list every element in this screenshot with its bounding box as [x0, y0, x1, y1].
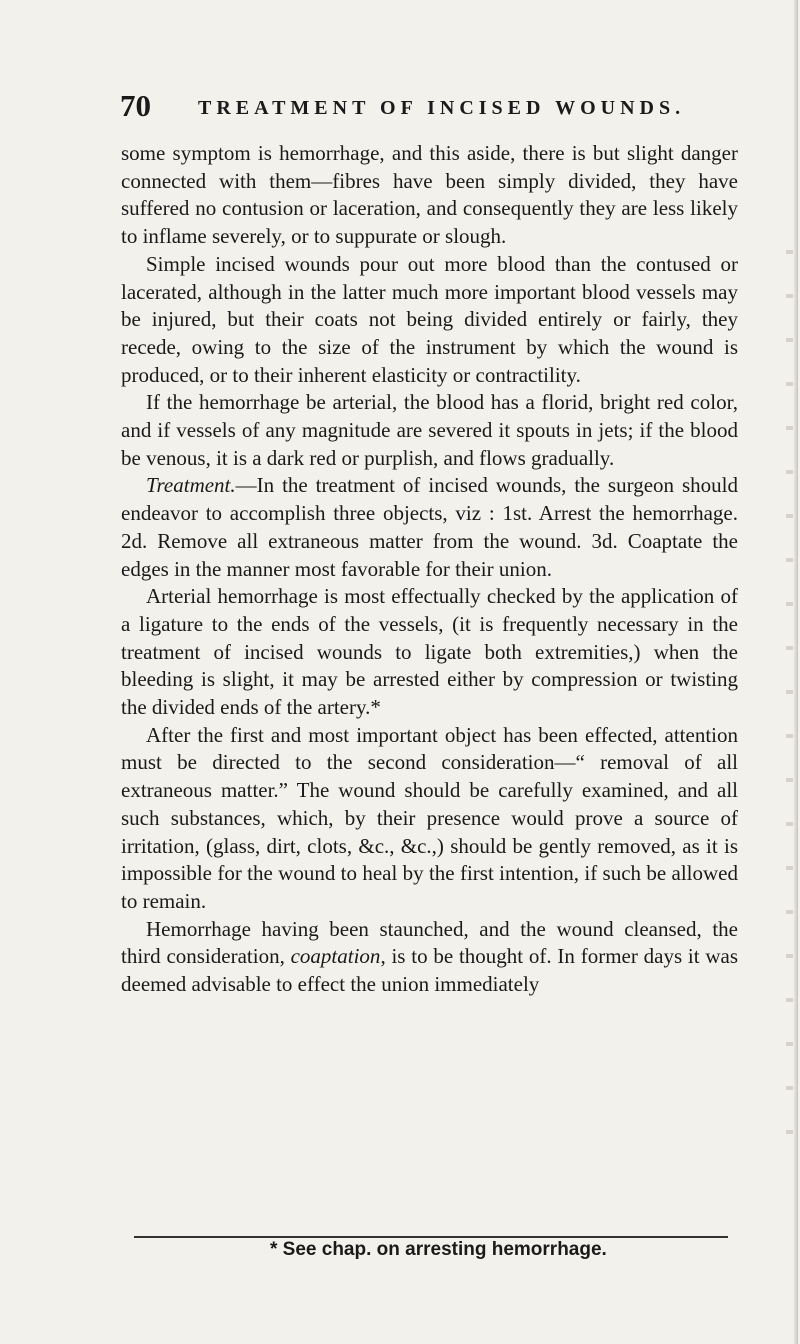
paragraph-treatment [121, 472, 738, 583]
section-heading-treatment: Treatment. [146, 473, 236, 498]
footnote-divider [134, 1236, 728, 1238]
page-number: 70 [120, 88, 151, 123]
running-head: TREATMENT OF INCISED WOUNDS. [198, 97, 686, 119]
paragraph-text: Simple incised wounds pour out more blood than the contused or lacerated, although in the latter much more important blood vessels may be injured, but their coats not being divided entirely or fairly, they recede, owing to the size of the instrument by which the wound is produced, or to their inherent elasticity or contractility. [121, 251, 738, 387]
paragraph-arterial-hemorrhage [121, 583, 738, 722]
page-header [120, 86, 740, 132]
paragraph-simple-incised-wounds [121, 251, 738, 390]
emphasized-term: coaptation [290, 944, 381, 969]
paragraph-continuation [121, 140, 738, 251]
paragraph-text: If the hemorrhage be arterial, the blood has a florid, bright red color, and if vessels of any magnitude are severed it spouts in jets; if the blood be venous, it is a dark red or purplish, and flows gradually. [121, 390, 738, 470]
paragraph-text: —In the treatment of incised wounds, the surgeon should endeavor to accomplish three objects, viz : 1st. Arrest the hemorrhage. 2d. Remove all extraneous matter from the wound. 3d. Coaptate the edges in the manner most favorable for their union. [121, 473, 738, 581]
body-text [121, 140, 738, 999]
paragraph-coaptation [121, 916, 738, 999]
paragraph-text-after: , is to be thought of. In former days it was deemed advisable to effect the union immediately [121, 944, 738, 997]
paragraph-text: After the first and most important object has been effected, attention must be directed to the second consideration—“ removal of all extraneous matter.” The wound should be carefully examined, and all such substances, which, by their presence would prove a source of irritation, (glass, dirt, clots, &c., &c.,) should be gently removed, as it is impossible for the wound to heal by the first intention, if such be allowed to remain. [121, 722, 738, 913]
paragraph-arterial-venous [121, 389, 738, 472]
footnote: * See chap. on arresting hemorrhage. [270, 1239, 607, 1260]
paragraph-text: some symptom is hemorrhage, and this aside, there is but slight danger connected with them—fibres have been simply divided, they have suffered no contusion or laceration, and consequently they are less likely to inflame severely, or to suppurate or slough. [121, 141, 738, 249]
paragraph-text-before: Hemorrhage having been staunched, and the wound cleansed, the third consideration, [121, 916, 738, 969]
paragraph-text: Arterial hemorrhage is most effectually checked by the application of a ligature to the ends of the vessels, (it is frequently necessary in the treatment of incised wounds to ligate both extremities,) when the bleeding is slight, it may be arrested either by compression or twisting the divided ends of the artery.* [121, 584, 738, 720]
page-edge-shadow [793, 0, 798, 1344]
paragraph-extraneous-matter [121, 722, 738, 916]
